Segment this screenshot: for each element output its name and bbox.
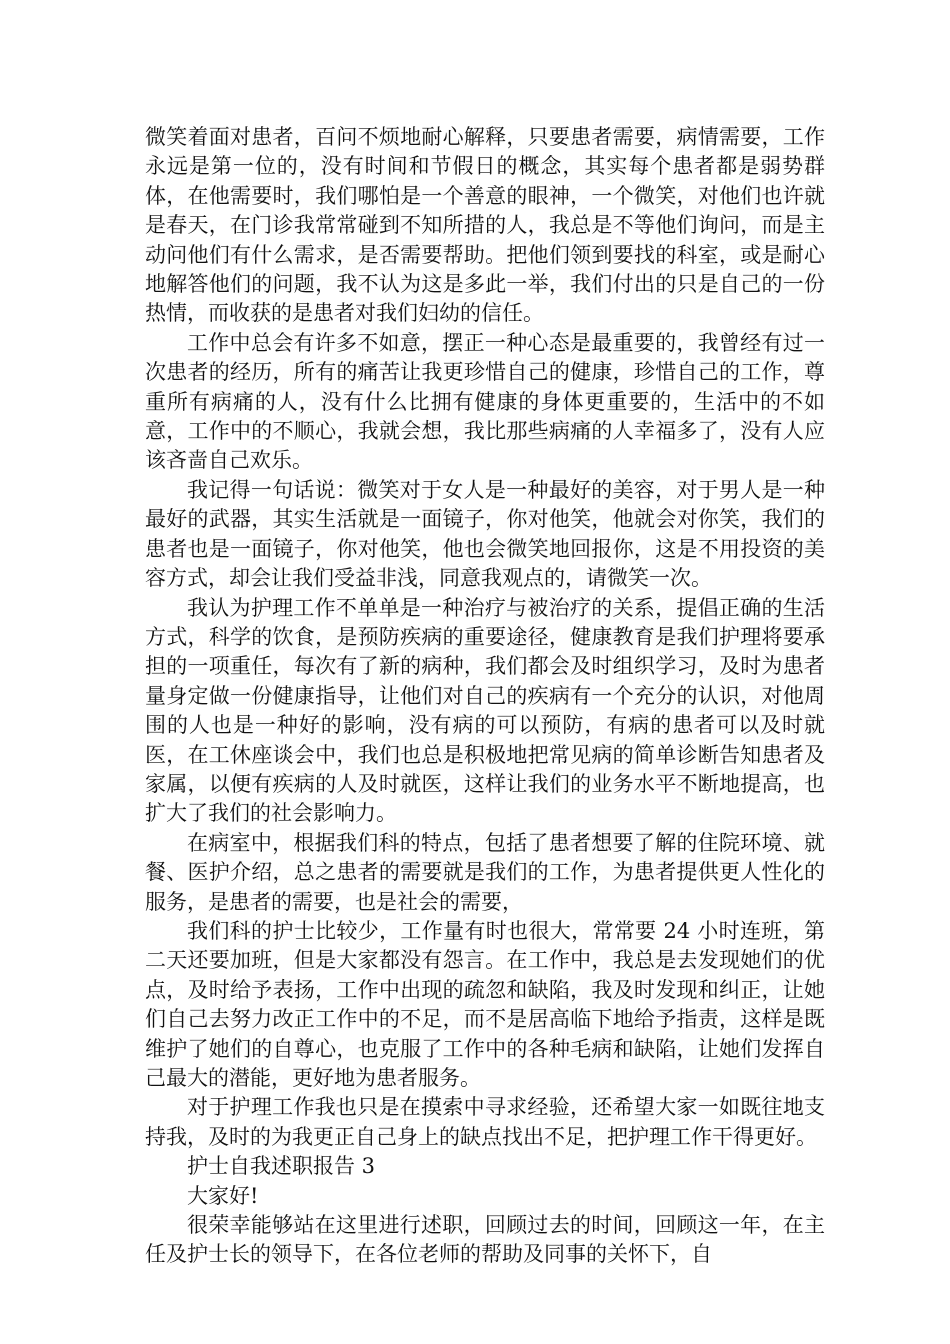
paragraph: 很荣幸能够站在这里进行述职，回顾过去的时间，回顾这一年，在主任及护士长的领导下，在各位老师的帮助及同事的关怀下，自	[145, 1213, 825, 1267]
greeting: 大家好!	[187, 1183, 259, 1208]
paragraph: 我记得一句话说：微笑对于女人是一种最好的美容，对于男人是一种最好的武器，其实生活就是一面镜子，你对他笑，他就会对你笑，我们的患者也是一面镜子，你对他笑，他也会微笑地回报你，这是不用投资的美容方式，却会让我们受益非浅，同意我观点的，请微笑一次。	[145, 477, 825, 591]
paragraph: 工作中总会有许多不如意，摆正一种心态是最重要的，我曾经有过一次患者的经历，所有的痛苦让我更珍惜自己的健康，珍惜自己的工作，尊重所有病痛的人，没有什么比拥有健康的身体更重要的，生活中的不如意，工作中的不顺心，我就会想，我比那些病痛的人幸福多了，没有人应该吝啬自己欢乐。	[145, 330, 825, 473]
paragraph: 我们科的护士比较少，工作量有时也很大，常常要 24 小时连班，第二天还要加班，但是大家都没有怨言。在工作中，我总是去发现她们的优点，及时给予表扬，工作中出现的疏忽和缺陷，我及时发现和纠正，让她们自己去努力改正工作中的不足，而不是居高临下地给予指责，这样是既维护了她们的自尊心，也克服了工作中的各种毛病和缺陷，让她们发挥自己最大的潜能，更好地为患者服务。	[145, 918, 825, 1090]
document-body	[145, 123, 825, 1270]
paragraph-continued: 微笑着面对患者，百问不烦地耐心解释，只要患者需要，病情需要，工作永远是第一位的，没有时间和节假日的概念，其实每个患者都是弱势群体，在他需要时，我们哪怕是一个善意的眼神，一个微笑，对他们也许就是春天，在门诊我常常碰到不知所措的人，我总是不等他们询问，而是主动问他们有什么需求，是否需要帮助。把他们领到要找的科室，或是耐心地解答他们的问题，我不认为这是多此一举，我们付出的只是自己的一份热情，而收获的是患者对我们妇幼的信任。	[145, 125, 825, 326]
paragraph: 在病室中，根据我们科的特点，包括了患者想要了解的住院环境、就餐、医护介绍，总之患者的需要就是我们的工作，为患者提供更人性化的服务，是患者的需要，也是社会的需要，	[145, 830, 825, 914]
section-heading: 护士自我述职报告 3	[187, 1154, 376, 1179]
paragraph: 我认为护理工作不单单是一种治疗与被治疗的关系，提倡正确的生活方式，科学的饮食，是预防疾病的重要途径，健康教育是我们护理将要承担的一项重任，每次有了新的病种，我们都会及时组织学习，及时为患者量身定做一份健康指导，让他们对自己的疾病有一个充分的认识，对他周围的人也是一种好的影响，没有病的可以预防，有病的患者可以及时就医，在工休座谈会中，我们也总是积极地把常见病的简单诊断告知患者及家属，以便有疾病的人及时就医，这样让我们的业务水平不断地提高，也扩大了我们的社会影响力。	[145, 595, 825, 826]
paragraph: 对于护理工作我也只是在摸索中寻求经验，还希望大家一如既往地支持我，及时的为我更正自己身上的缺点找出不足，把护理工作干得更好。	[145, 1095, 825, 1149]
